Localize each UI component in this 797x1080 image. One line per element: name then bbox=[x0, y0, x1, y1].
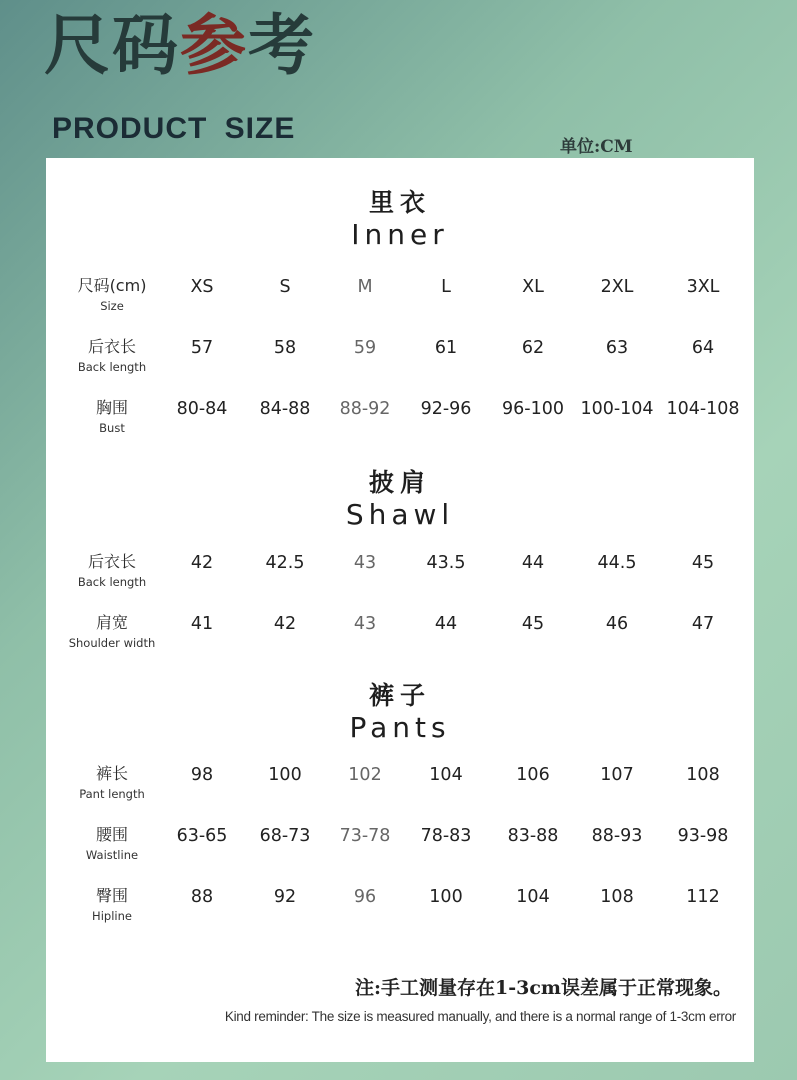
size-cell: M bbox=[357, 277, 373, 297]
value-cell: 108 bbox=[600, 887, 634, 907]
row-label bbox=[62, 395, 162, 435]
value-cell: 108 bbox=[686, 765, 720, 785]
table-row bbox=[46, 822, 754, 872]
row-label-cn: 腰围 bbox=[95, 825, 128, 844]
size-cell: L bbox=[441, 277, 451, 297]
value-cell: 44 bbox=[434, 614, 458, 634]
value-cell: 41 bbox=[190, 614, 214, 634]
section-title-pants bbox=[46, 683, 754, 742]
size-cell: XL bbox=[522, 277, 544, 297]
value-cell: 43 bbox=[353, 614, 377, 634]
value-cell: 68-73 bbox=[259, 826, 311, 846]
value-cell: 107 bbox=[600, 765, 634, 785]
title-chinese-part: 考 bbox=[248, 6, 316, 84]
value-cell: 43.5 bbox=[426, 553, 466, 573]
row-label-cn: 尺码(cm) bbox=[77, 276, 147, 295]
title-chinese-accent: 参 bbox=[180, 6, 248, 84]
row-label-en: Back length bbox=[77, 575, 147, 589]
section-title-inner-cn: 里衣 bbox=[368, 188, 431, 217]
value-cell: 96-100 bbox=[502, 399, 564, 419]
section-title-inner-en: Inner bbox=[351, 218, 449, 251]
value-cell: 59 bbox=[353, 338, 377, 358]
table-row bbox=[46, 761, 754, 811]
value-cell: 104-108 bbox=[666, 399, 740, 419]
section-title-shawl-en: Shawl bbox=[345, 498, 455, 531]
value-cell: 106 bbox=[516, 765, 550, 785]
value-cell: 104 bbox=[429, 765, 463, 785]
row-label-en: Back length bbox=[77, 360, 147, 374]
row-label-cn: 裤长 bbox=[95, 764, 128, 783]
row-label-cn: 后衣长 bbox=[87, 552, 136, 571]
table-row bbox=[46, 334, 754, 384]
row-label bbox=[62, 883, 162, 923]
table-row bbox=[46, 610, 754, 660]
unit-label: 单位:CM bbox=[560, 137, 633, 157]
value-cell: 42 bbox=[273, 614, 297, 634]
value-cell: 64 bbox=[691, 338, 715, 358]
row-label bbox=[62, 273, 162, 313]
row-label-en: Waistline bbox=[85, 848, 139, 862]
row-label bbox=[62, 761, 162, 801]
section-title-inner bbox=[46, 190, 754, 249]
value-cell: 100 bbox=[429, 887, 463, 907]
value-cell: 88-92 bbox=[339, 399, 391, 419]
table-row bbox=[46, 549, 754, 599]
row-label-en: Bust bbox=[99, 421, 125, 435]
value-cell: 63-65 bbox=[176, 826, 228, 846]
value-cell: 88 bbox=[190, 887, 214, 907]
section-title-pants-cn: 裤子 bbox=[368, 681, 431, 710]
value-cell: 47 bbox=[691, 614, 715, 634]
value-cell: 93-98 bbox=[677, 826, 729, 846]
row-label bbox=[62, 334, 162, 374]
value-cell: 100-104 bbox=[580, 399, 654, 419]
size-chart-card bbox=[46, 158, 754, 1062]
value-cell: 73-78 bbox=[339, 826, 391, 846]
row-label-cn: 臀围 bbox=[95, 886, 128, 905]
value-cell: 84-88 bbox=[259, 399, 311, 419]
value-cell: 43 bbox=[353, 553, 377, 573]
row-label-en: Shoulder width bbox=[68, 636, 156, 650]
value-cell: 98 bbox=[190, 765, 214, 785]
value-cell: 63 bbox=[605, 338, 629, 358]
value-cell: 104 bbox=[516, 887, 550, 907]
section-title-pants-en: Pants bbox=[349, 711, 451, 744]
value-cell: 96 bbox=[353, 887, 377, 907]
size-header-row bbox=[46, 273, 754, 323]
value-cell: 45 bbox=[691, 553, 715, 573]
title-chinese-part: 尺码 bbox=[44, 6, 180, 84]
row-label-en: Hipline bbox=[92, 909, 132, 923]
value-cell: 83-88 bbox=[507, 826, 559, 846]
value-cell: 44.5 bbox=[597, 553, 637, 573]
size-cell: XS bbox=[190, 277, 214, 297]
value-cell: 92 bbox=[273, 887, 297, 907]
section-title-shawl-cn: 披肩 bbox=[368, 468, 431, 497]
page-title-english: PRODUCT SIZE bbox=[52, 112, 296, 145]
measurement-note-en: Kind reminder: The size is measured manually, and there is a normal range of 1-3cm error bbox=[224, 1009, 736, 1024]
table-row bbox=[46, 883, 754, 933]
value-cell: 57 bbox=[190, 338, 214, 358]
value-cell: 100 bbox=[268, 765, 302, 785]
value-cell: 58 bbox=[273, 338, 297, 358]
row-label-cn: 肩宽 bbox=[95, 613, 128, 632]
section-title-shawl bbox=[46, 470, 754, 529]
table-row bbox=[46, 395, 754, 445]
value-cell: 42 bbox=[190, 553, 214, 573]
value-cell: 45 bbox=[521, 614, 545, 634]
measurement-note-cn: 注:手工测量存在1-3cm误差属于正常现象。 bbox=[354, 977, 732, 999]
value-cell: 78-83 bbox=[420, 826, 472, 846]
row-label bbox=[62, 549, 162, 589]
page-title-chinese bbox=[44, 6, 316, 84]
row-label-cn: 胸围 bbox=[95, 398, 128, 417]
value-cell: 80-84 bbox=[176, 399, 228, 419]
size-cell: 3XL bbox=[686, 277, 720, 297]
value-cell: 62 bbox=[521, 338, 545, 358]
value-cell: 112 bbox=[686, 887, 720, 907]
value-cell: 102 bbox=[348, 765, 382, 785]
size-cell: S bbox=[279, 277, 291, 297]
row-label bbox=[62, 610, 162, 650]
row-label bbox=[62, 822, 162, 862]
value-cell: 44 bbox=[521, 553, 545, 573]
value-cell: 88-93 bbox=[591, 826, 643, 846]
row-label-en: Size bbox=[100, 299, 124, 313]
size-cell: 2XL bbox=[600, 277, 634, 297]
row-label-en: Pant length bbox=[79, 787, 145, 801]
value-cell: 46 bbox=[605, 614, 629, 634]
row-label-cn: 后衣长 bbox=[87, 337, 136, 356]
value-cell: 42.5 bbox=[265, 553, 305, 573]
value-cell: 61 bbox=[434, 338, 458, 358]
value-cell: 92-96 bbox=[420, 399, 472, 419]
